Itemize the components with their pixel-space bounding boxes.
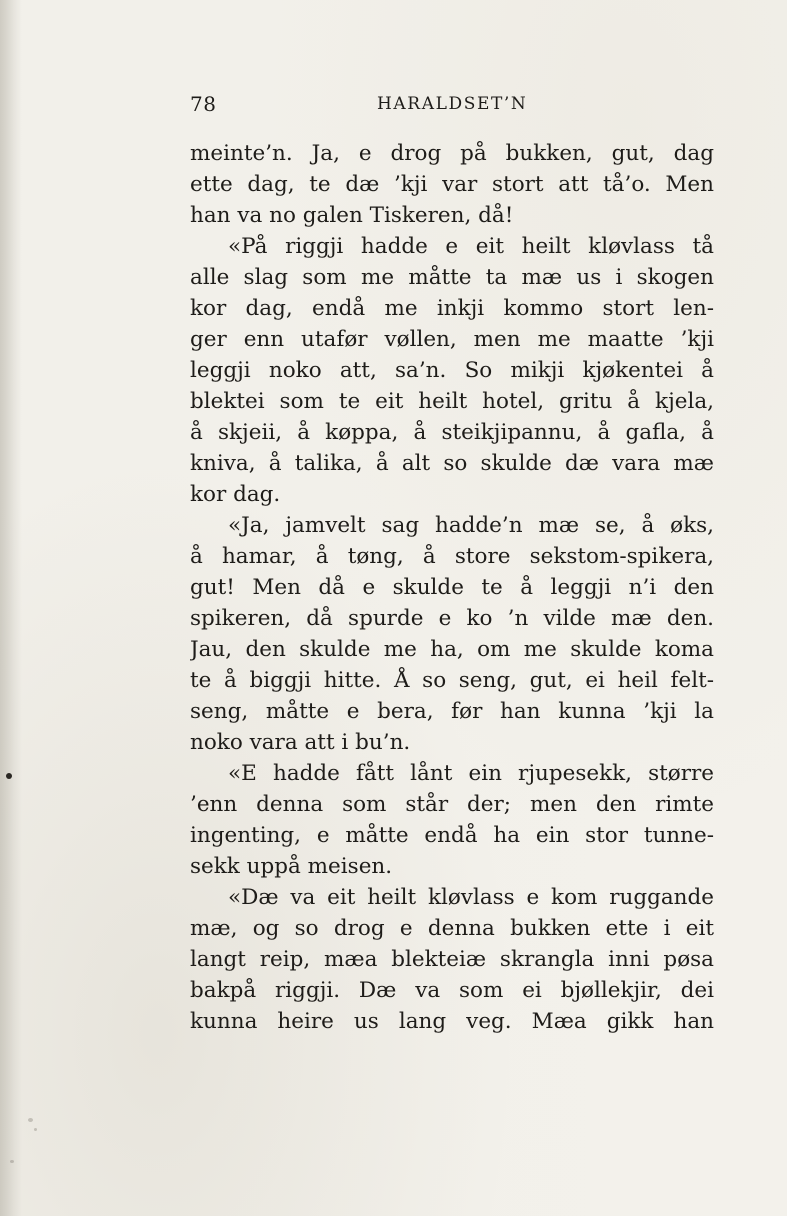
text-line: å hamar, å tøng, å store sekstom-spikera, xyxy=(190,544,714,569)
text-line: kunna heire us lang veg. Mæa gikk han xyxy=(190,1009,714,1034)
text-line: leggji noko att, sa’n. So mikji kjøkentei å xyxy=(190,358,714,383)
text-line: spikeren, då spurde e ko ’n vilde mæ den. xyxy=(190,606,714,631)
text-line: ette dag, te dæ ’kji var stort att tå’o. Men xyxy=(190,172,714,197)
page-edge-shadow xyxy=(0,0,22,1216)
body-text xyxy=(190,138,714,1037)
running-head xyxy=(190,92,715,120)
text-line: alle slag som me måtte ta mæ us i skogen xyxy=(190,265,714,290)
paper-speck xyxy=(10,1160,14,1163)
paper-speck xyxy=(28,1118,33,1122)
text-line: kor dag, endå me inkji kommo stort len- xyxy=(190,296,714,321)
text-line: kor dag. xyxy=(190,482,281,507)
text-line: gut! Men då e skulde te å leggji n’i den xyxy=(190,575,714,600)
text-line: «E hadde fått lånt ein rjupesekk, større xyxy=(228,761,714,786)
text-line: meinte’n. Ja, e drog på bukken, gut, dag xyxy=(190,141,714,166)
text-line: seng, måtte e bera, før han kunna ’kji la xyxy=(190,699,714,724)
text-line: noko vara att i bu’n. xyxy=(190,730,411,755)
text-line: han va no galen Tiskeren, då! xyxy=(190,203,514,228)
text-line: «På riggji hadde e eit heilt kløvlass tå xyxy=(228,234,714,259)
text-line: «Ja, jamvelt sag hadde’n mæ se, å øks, xyxy=(228,513,714,538)
margin-ink-dot xyxy=(6,773,12,779)
text-line: ingenting, e måtte endå ha ein stor tunne- xyxy=(190,823,714,848)
text-line: kniva, å talika, å alt so skulde dæ vara mæ xyxy=(190,451,714,476)
text-line: te å biggji hitte. Å so seng, gut, ei heil felt- xyxy=(190,668,714,693)
text-line: sekk uppå meisen. xyxy=(190,854,393,879)
text-line: langt reip, mæa blekteiæ skrangla inni pøsa xyxy=(190,947,714,972)
text-line: ’enn denna som står der; men den rimte xyxy=(190,792,714,817)
page-number: 78 xyxy=(190,92,217,116)
paper-speck xyxy=(34,1128,37,1131)
text-line: Jau, den skulde me ha, om me skulde koma xyxy=(190,637,714,662)
text-line: blektei som te eit heilt hotel, gritu å kjela, xyxy=(190,389,714,414)
running-title: HARALDSET’N xyxy=(377,94,528,114)
text-line: mæ, og so drog e denna bukken ette i eit xyxy=(190,916,714,941)
text-line: bakpå riggji. Dæ va som ei bjøllekjir, dei xyxy=(190,978,714,1003)
text-line: ger enn utafør vøllen, men me maatte ’kji xyxy=(190,327,714,352)
text-line: «Dæ va eit heilt kløvlass e kom ruggande xyxy=(228,885,714,910)
text-line: å skjeii, å køppa, å steikjipannu, å gafla, å xyxy=(190,420,714,445)
